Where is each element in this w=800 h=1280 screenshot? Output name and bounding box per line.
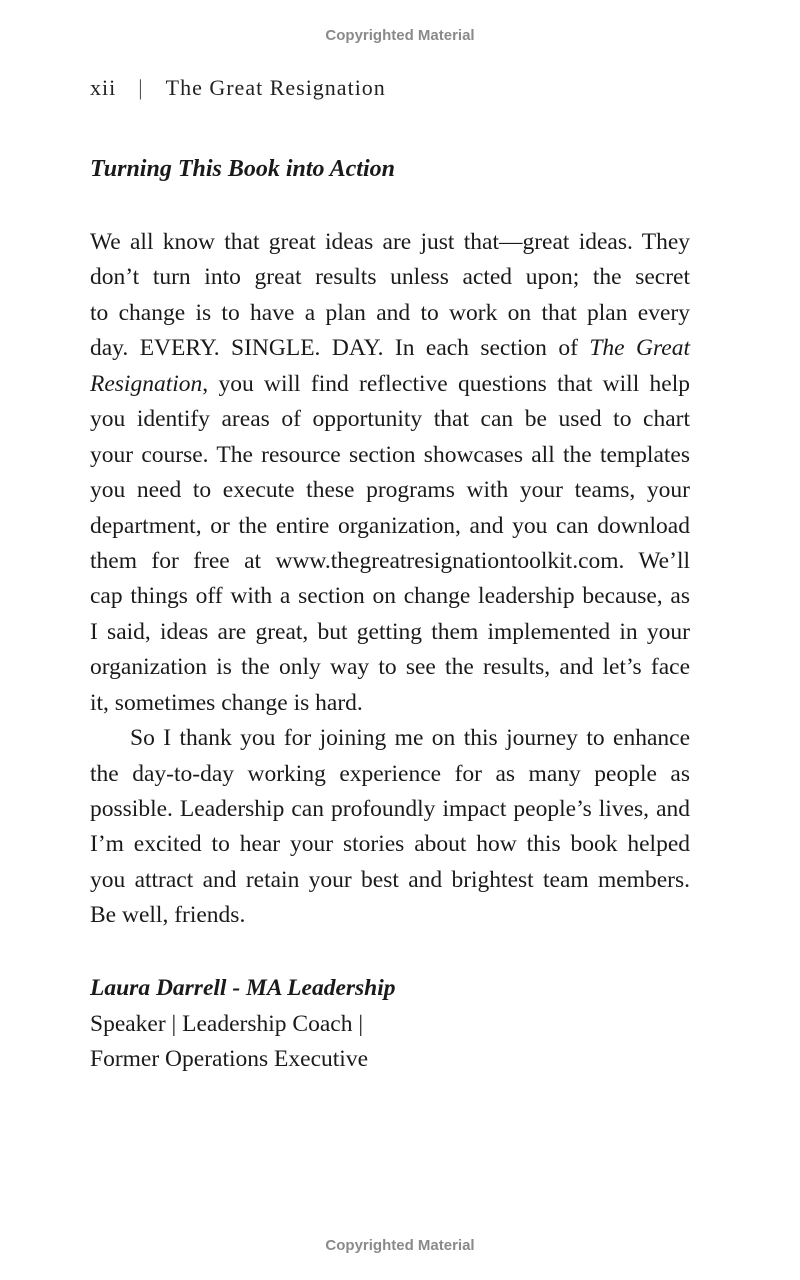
text-segment: , you will find reflective questions that will help [202, 370, 690, 397]
italic-text: The Great [589, 335, 690, 362]
text-segment: department, or the entire organization, and you can download [90, 512, 690, 539]
text-segment: possible. Leadership can profoundly impact people’s lives, and [90, 796, 690, 822]
text-segment: it, sometimes change is hard. [90, 689, 363, 716]
author-name: Laura Darrell - MA Leadership [90, 975, 396, 1001]
text-segment: to change is to have a plan and to work on that plan every [90, 299, 690, 326]
text-segment: Be well, friends. [90, 902, 246, 929]
text-line [90, 898, 690, 933]
copyright-watermark-bottom: Copyrighted Material [325, 1237, 475, 1254]
italic-text: Resignation [90, 370, 203, 397]
book-title: The Great Resignation [165, 75, 386, 100]
text-line [90, 650, 690, 685]
text-line [90, 579, 690, 614]
text-segment: We all know that great ideas are just that—great ideas. They [90, 229, 690, 255]
text-line [90, 331, 690, 366]
text-segment: them for free at www.thegreatresignationtoolkit.com. We’ll [90, 547, 690, 574]
text-segment: I said, ideas are great, but getting them implemented in your [90, 618, 690, 645]
page-number: xii [90, 75, 117, 100]
text-line [90, 827, 690, 862]
text-line [90, 438, 690, 473]
text-segment: you identify areas of opportunity that can be used to chart [90, 406, 690, 433]
text-segment: organization is the only way to see the results, and let’s face [90, 654, 690, 681]
text-segment: So I thank you for joining me on this journey to enhance [130, 725, 690, 752]
text-line [90, 225, 690, 260]
text-segment: cap things off with a section on change leadership because, as [90, 583, 690, 610]
copyright-watermark-top: Copyrighted Material [325, 27, 475, 44]
text-line [90, 260, 690, 295]
text-line [90, 402, 690, 437]
text-line [90, 757, 690, 792]
text-line [90, 863, 690, 898]
text-line [90, 509, 690, 544]
body-text [90, 225, 690, 934]
author-former-role: Former Operations Executive [90, 1046, 368, 1072]
text-line [90, 544, 690, 579]
text-segment: you need to execute these programs with your teams, your [90, 477, 690, 504]
text-line [90, 792, 690, 827]
author-roles: Speaker | Leadership Coach | [90, 1010, 364, 1037]
text-segment: day. EVERY. SINGLE. DAY. In each section of [90, 335, 590, 362]
text-line [90, 367, 690, 402]
text-line [90, 686, 690, 721]
text-line [90, 296, 690, 331]
text-segment: I’m excited to hear your stories about how this book helped [90, 831, 690, 858]
text-segment: you attract and retain your best and brightest team members. [90, 866, 690, 893]
text-segment: your course. The resource section showcases all the templates [90, 441, 690, 468]
header-separator: | [138, 75, 144, 100]
signature-block [90, 971, 396, 1078]
text-line [90, 721, 690, 756]
text-segment: don’t turn into great results unless acted upon; the secret [90, 264, 690, 291]
text-line [90, 473, 690, 508]
text-segment: the day-to-day working experience for as many people as [90, 760, 690, 787]
running-header [90, 75, 386, 101]
section-heading: Turning This Book into Action [90, 156, 395, 182]
text-line [90, 615, 690, 650]
